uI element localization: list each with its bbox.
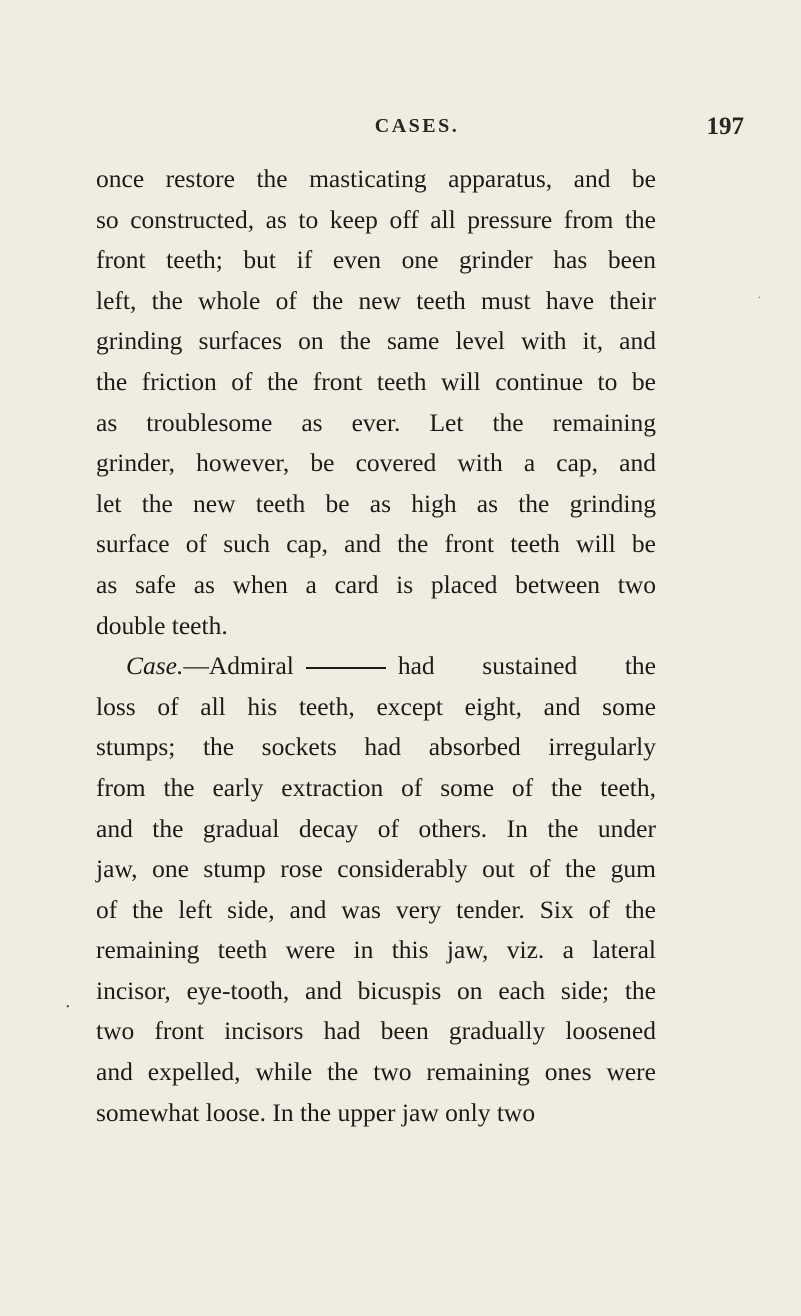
text-line: front teeth; but if even one grinder has been — [96, 245, 656, 275]
running-title: CASES. — [374, 115, 460, 137]
text-line: let the new teeth be as high as the grinding — [96, 488, 656, 518]
margin-mark: • — [66, 1002, 70, 1013]
case-line-end: had sustained the — [397, 651, 656, 681]
text-line: of the left side, and was very tender. Six of the — [96, 894, 656, 924]
text-line: jaw, one stump rose considerably out of the gum — [96, 854, 656, 884]
text-line: remaining teeth were in this jaw, viz. a lateral — [96, 935, 656, 965]
text-line: left, the whole of the new teeth must have their — [96, 285, 656, 315]
text-line: as troublesome as ever. Let the remaining — [96, 407, 656, 437]
text-line: incisor, eye-tooth, and bicuspis on each side; the — [96, 975, 656, 1005]
margin-mark: . — [758, 290, 761, 301]
text-line: somewhat loose. In the upper jaw only two — [96, 1097, 536, 1127]
text-line: two front incisors had been gradually loosened — [96, 1016, 656, 1046]
page-number: 197 — [706, 113, 744, 140]
text-line: double teeth. — [96, 610, 228, 640]
text-line: as safe as when a card is placed between two — [96, 569, 656, 599]
text-line: from the early extraction of some of the teeth, — [96, 772, 656, 802]
case-admiral-text: —Admiral — [183, 651, 294, 681]
text-line: grinding surfaces on the same level with it, and — [96, 326, 656, 356]
case-label: Case. — [126, 651, 184, 681]
body-text — [96, 159, 656, 1133]
text-line: surface of such cap, and the front teeth will be — [96, 529, 656, 559]
text-line: grinder, however, be covered with a cap, and — [96, 448, 656, 478]
text-line: loss of all his teeth, except eight, and some — [96, 691, 656, 721]
text-line: once restore the masticating apparatus, and be — [96, 164, 656, 193]
name-redaction-dash — [306, 667, 386, 669]
text-line: the friction of the front teeth will continue to be — [96, 366, 656, 396]
text-line: stumps; the sockets had absorbed irregularly — [96, 732, 656, 762]
running-head — [90, 115, 744, 145]
case-heading-line — [96, 646, 656, 687]
text-line: and expelled, while the two remaining ones were — [96, 1057, 656, 1087]
text-line: so constructed, as to keep off all pressure from the — [96, 204, 656, 234]
text-line: and the gradual decay of others. In the under — [96, 813, 656, 843]
